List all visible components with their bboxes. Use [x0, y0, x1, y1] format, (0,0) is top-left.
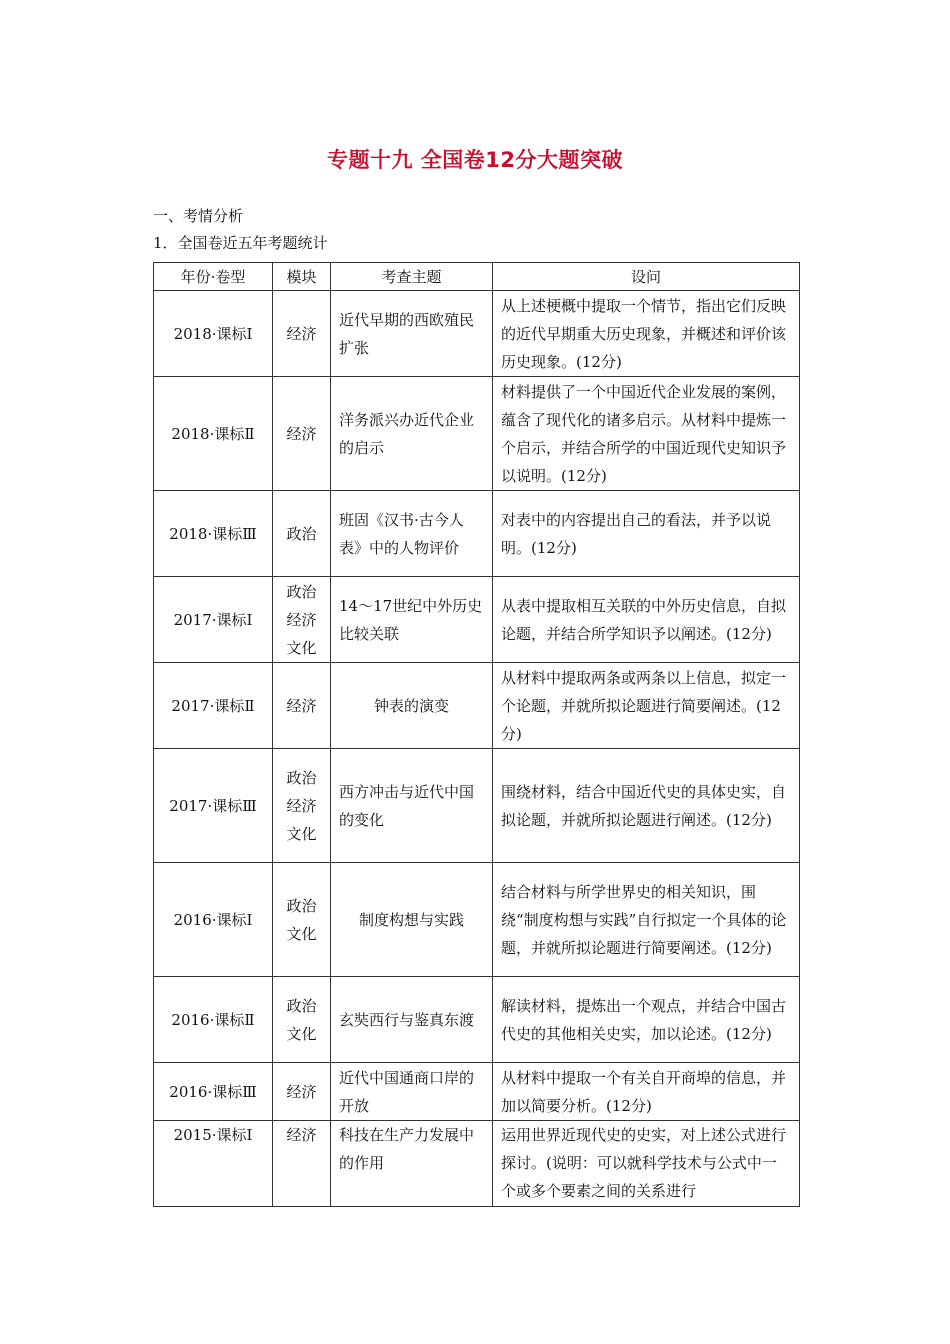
- cell-module: 经济: [273, 1063, 331, 1121]
- table-row: [154, 663, 800, 749]
- table-header-row: [154, 263, 800, 291]
- cell-module: 经济: [273, 663, 331, 749]
- header-module: 模块: [273, 263, 331, 291]
- cell-year: 2015·课标Ⅰ: [154, 1121, 273, 1207]
- cell-topic: 科技在生产力发展中的作用: [331, 1121, 493, 1207]
- cell-module: 政治经济文化: [273, 749, 331, 863]
- cell-year: 2018·课标Ⅰ: [154, 291, 273, 377]
- cell-topic: 玄奘西行与鉴真东渡: [331, 977, 493, 1063]
- cell-question: 围绕材料，结合中国近代史的具体史实，自拟论题，并就所拟论题进行阐述。(12分): [493, 749, 800, 863]
- table-row: [154, 291, 800, 377]
- cell-module: 政治文化: [273, 977, 331, 1063]
- table-row: [154, 977, 800, 1063]
- table-row: [154, 863, 800, 977]
- table-row: [154, 1121, 800, 1207]
- exam-stats-table: [153, 262, 800, 1207]
- header-year: 年份·卷型: [154, 263, 273, 291]
- cell-module: 经济: [273, 1121, 331, 1207]
- cell-year: 2017·课标Ⅲ: [154, 749, 273, 863]
- cell-question: 从表中提取相互关联的中外历史信息，自拟论题，并结合所学知识予以阐述。(12分): [493, 577, 800, 663]
- cell-topic: 钟表的演变: [331, 663, 493, 749]
- cell-module: 经济: [273, 291, 331, 377]
- cell-question: 解读材料，提炼出一个观点，并结合中国古代史的其他相关史实，加以论述。(12分): [493, 977, 800, 1063]
- table-row: [154, 749, 800, 863]
- cell-year: 2016·课标Ⅱ: [154, 977, 273, 1063]
- cell-year: 2016·课标Ⅲ: [154, 1063, 273, 1121]
- table-row: [154, 577, 800, 663]
- cell-topic: 14～17世纪中外历史比较关联: [331, 577, 493, 663]
- cell-module: 政治: [273, 491, 331, 577]
- cell-question: 从材料中提取两条或两条以上信息，拟定一个论题，并就所拟论题进行简要阐述。(12分): [493, 663, 800, 749]
- cell-topic: 班固《汉书·古今人表》中的人物评价: [331, 491, 493, 577]
- cell-module: 政治文化: [273, 863, 331, 977]
- cell-question: 结合材料与所学世界史的相关知识，围绕“制度构想与实践”自行拟定一个具体的论题，并就所拟论题进行简要阐述。(12分): [493, 863, 800, 977]
- cell-module: 经济: [273, 377, 331, 491]
- header-topic: 考查主题: [331, 263, 493, 291]
- cell-year: 2017·课标Ⅰ: [154, 577, 273, 663]
- table-row: [154, 491, 800, 577]
- cell-topic: 制度构想与实践: [331, 863, 493, 977]
- cell-year: 2018·课标Ⅱ: [154, 377, 273, 491]
- cell-year: 2016·课标Ⅰ: [154, 863, 273, 977]
- cell-year: 2017·课标Ⅱ: [154, 663, 273, 749]
- cell-question: 材料提供了一个中国近代企业发展的案例，蕴含了现代化的诸多启示。从材料中提炼一个启示，并结合所学的中国近现代史知识予以说明。(12分): [493, 377, 800, 491]
- table-row: [154, 377, 800, 491]
- table-row: [154, 1063, 800, 1121]
- header-question: 设问: [493, 263, 800, 291]
- page-title: 专题十九 全国卷12分大题突破: [326, 148, 624, 172]
- cell-question: 对表中的内容提出自己的看法，并予以说明。(12分): [493, 491, 800, 577]
- section-heading-analysis: 一、考情分析: [153, 207, 244, 225]
- cell-question: 从材料中提取一个有关自开商埠的信息，并加以简要分析。(12分): [493, 1063, 800, 1121]
- cell-year: 2018·课标Ⅲ: [154, 491, 273, 577]
- cell-module: 政治经济文化: [273, 577, 331, 663]
- section-heading-stats: 1．全国卷近五年考题统计: [153, 234, 328, 252]
- cell-question: 运用世界近现代史的史实，对上述公式进行探讨。(说明：可以就科学技术与公式中一个或多个要素之间的关系进行: [493, 1121, 800, 1207]
- cell-topic: 西方冲击与近代中国的变化: [331, 749, 493, 863]
- cell-question: 从上述梗概中提取一个情节，指出它们反映的近代早期重大历史现象，并概述和评价该历史现象。(12分): [493, 291, 800, 377]
- cell-topic: 近代中国通商口岸的开放: [331, 1063, 493, 1121]
- cell-topic: 近代早期的西欧殖民扩张: [331, 291, 493, 377]
- cell-topic: 洋务派兴办近代企业的启示: [331, 377, 493, 491]
